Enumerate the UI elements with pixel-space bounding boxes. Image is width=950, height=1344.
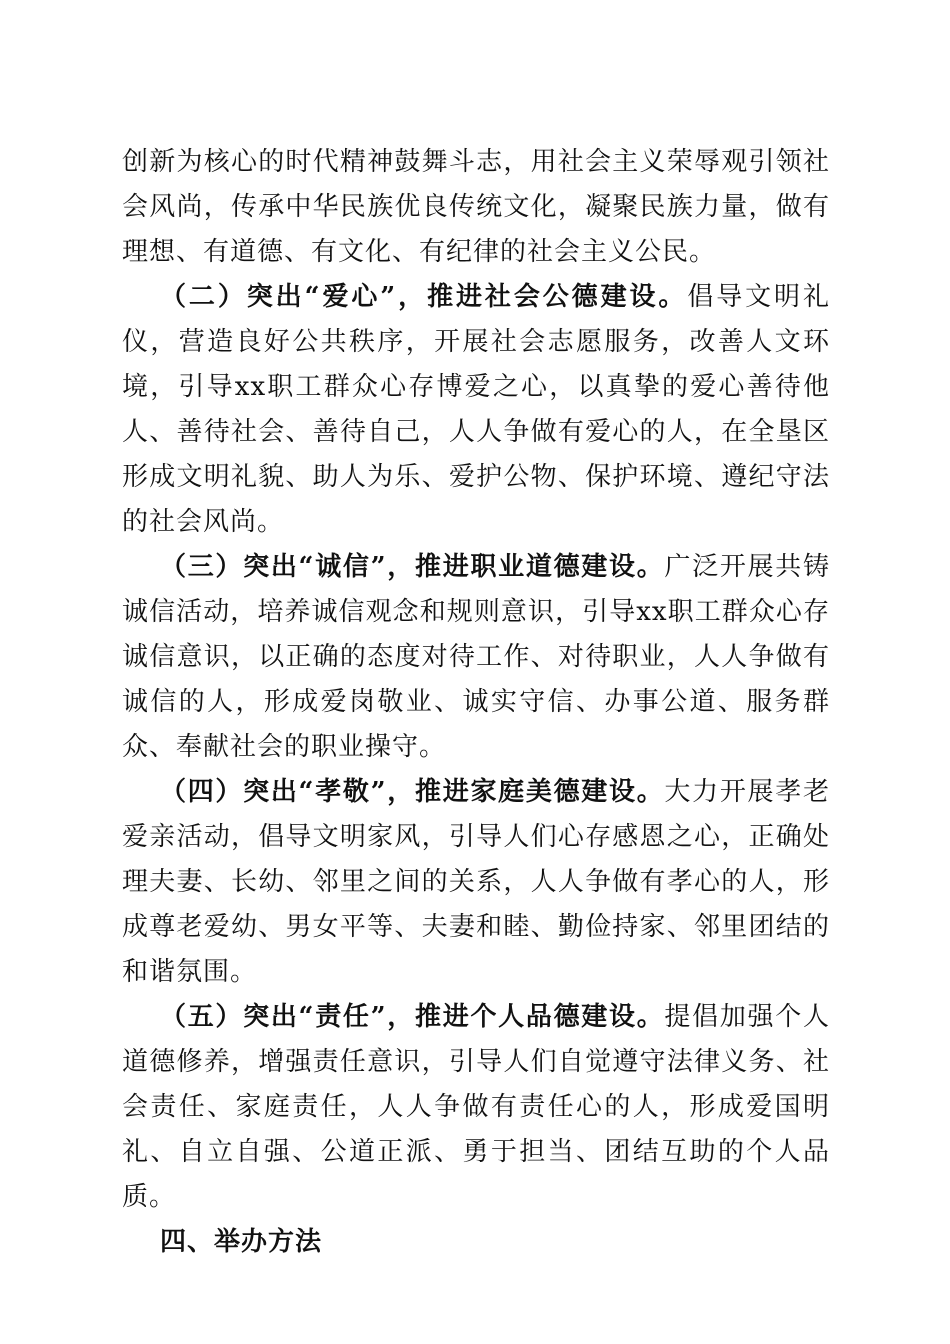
paragraph-filial [122,770,830,995]
paragraph-integrity [122,545,830,770]
paragraph-text: 倡导文明礼仪，营造良好公共秩序，开展社会志愿服务，改善人文环境，引导xx职工群众心存博爱之心，以真挚的爱心善待他人、善待社会、善待自己，人人争做有爱心的人，在全垦区形成文明礼貌、助人为乐、爱护公物、保护环境、遵纪守法的社会风尚。 [122,282,830,537]
paragraph-lead: （四）突出“孝敬”，推进家庭美德建设。 [160,777,665,807]
section-heading: 四、举办方法 [160,1227,323,1257]
paragraph-lead: （二）突出“爱心”，推进社会公德建设。 [160,282,688,312]
paragraph-text: 广泛开展共铸诚信活动，培养诚信观念和规则意识，引导xx职工群众心存诚信意识，以正确的态度对待工作、对待职业，人人争做有诚信的人，形成爱岗敬业、诚实守信、办事公道、服务群众、奉献社会的职业操守。 [122,552,830,762]
paragraph-intro [122,140,830,275]
paragraph-responsibility [122,995,830,1220]
document-body [122,140,830,1265]
paragraph-love [122,275,830,545]
paragraph-text: 创新为核心的时代精神鼓舞斗志，用社会主义荣辱观引领社会风尚，传承中华民族优良传统文化，凝聚民族力量，做有理想、有道德、有文化、有纪律的社会主义公民。 [122,147,830,267]
paragraph-text: 提倡加强个人道德修养，增强责任意识，引导人们自觉遵守法律义务、社会责任、家庭责任，人人争做有责任心的人，形成爱国明礼、自立自强、公道正派、勇于担当、团结互助的个人品质。 [122,1002,830,1212]
paragraph-lead: （三）突出“诚信”，推进职业道德建设。 [160,552,665,582]
paragraph-lead: （五）突出“责任”，推进个人品德建设。 [160,1002,665,1032]
paragraph-text: 大力开展孝老爱亲活动，倡导文明家风，引导人们心存感恩之心，正确处理夫妻、长幼、邻里之间的关系，人人争做有孝心的人，形成尊老爱幼、男女平等、夫妻和睦、勤俭持家、邻里团结的和谐氛围。 [122,777,830,987]
